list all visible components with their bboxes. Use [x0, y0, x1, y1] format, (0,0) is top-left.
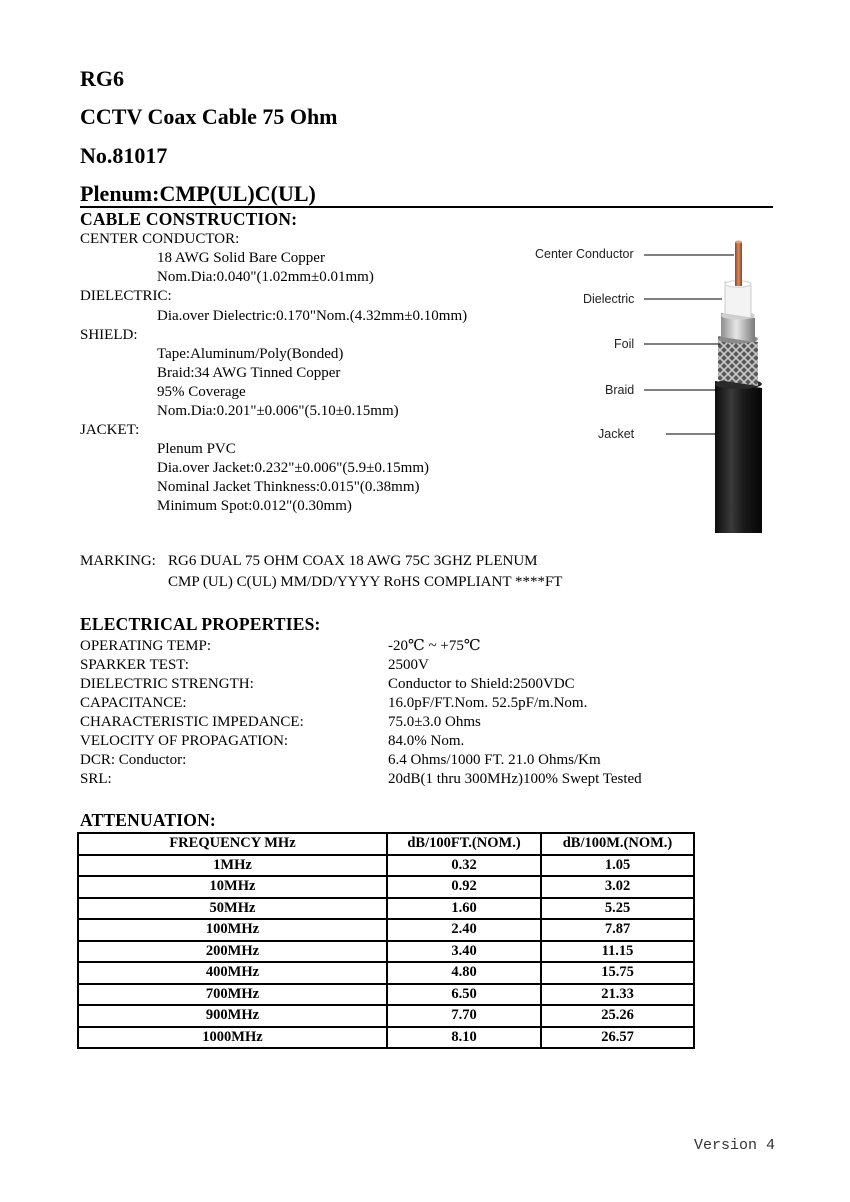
- spec-line: Minimum Spot:0.012"(0.30mm): [157, 498, 352, 514]
- spec-line: Nominal Jacket Thinkness:0.015"(0.38mm): [157, 479, 420, 495]
- spec-line: 18 AWG Solid Bare Copper: [157, 250, 325, 266]
- frequency-cell: 1000MHz: [78, 1027, 387, 1049]
- spec-line: Nom.Dia:0.040"(1.02mm±0.01mm): [157, 269, 374, 285]
- property-label: DIELECTRIC STRENGTH:: [80, 676, 254, 692]
- cable-diagram: [520, 238, 770, 533]
- property-value: 20dB(1 thru 300MHz)100% Swept Tested: [388, 771, 642, 787]
- header-divider: [80, 206, 773, 208]
- property-label: CAPACITANCE:: [80, 695, 187, 711]
- db-per-100ft-cell: 7.70: [387, 1005, 541, 1027]
- marking-label: MARKING:: [80, 553, 156, 569]
- db-per-100m-cell: 1.05: [541, 855, 694, 877]
- db-per-100m-cell: 11.15: [541, 941, 694, 963]
- frequency-cell: 100MHz: [78, 919, 387, 941]
- db-per-100ft-cell: 4.80: [387, 962, 541, 984]
- center-conductor-callout: Center Conductor: [535, 247, 634, 261]
- jacket-label: JACKET:: [80, 422, 140, 438]
- property-value: 84.0% Nom.: [388, 733, 465, 749]
- jacket-callout: Jacket: [598, 427, 635, 441]
- frequency-cell: 200MHz: [78, 941, 387, 963]
- db-per-100m-cell: 25.26: [541, 1005, 694, 1027]
- db-per-100m-cell: 3.02: [541, 876, 694, 898]
- db-per-100m-cell: 26.57: [541, 1027, 694, 1049]
- spec-line: Tape:Aluminum/Poly(Bonded): [157, 346, 344, 362]
- db-per-100ft-cell: 1.60: [387, 898, 541, 920]
- db-per-100ft-cell: 8.10: [387, 1027, 541, 1049]
- db-per-100m-cell: 7.87: [541, 919, 694, 941]
- frequency-cell: 50MHz: [78, 898, 387, 920]
- attenuation-heading: ATTENUATION:: [80, 810, 216, 830]
- cable-illustration: [520, 238, 770, 533]
- db-per-100m-cell: 5.25: [541, 898, 694, 920]
- center-conductor-label: CENTER CONDUCTOR:: [80, 231, 240, 247]
- property-label: DCR: Conductor:: [80, 752, 187, 768]
- table-row: [78, 1005, 694, 1027]
- version-label: Version 4: [694, 1137, 776, 1154]
- shield-label: SHIELD:: [80, 327, 138, 343]
- db-per-100ft-cell: 6.50: [387, 984, 541, 1006]
- table-row: [78, 1027, 694, 1049]
- spec-line: 95% Coverage: [157, 384, 246, 400]
- frequency-cell: 1MHz: [78, 855, 387, 877]
- product-number-title: No.81017: [80, 143, 168, 168]
- property-value: 2500V: [388, 657, 429, 673]
- marking-line-1: RG6 DUAL 75 OHM COAX 18 AWG 75C 3GHZ PLENUM: [168, 553, 538, 569]
- marking-line-2: CMP (UL) C(UL) MM/DD/YYYY RoHS COMPLIANT ****FT: [168, 574, 563, 590]
- property-label: VELOCITY OF PROPAGATION:: [80, 733, 289, 749]
- db-per-100ft-cell: 2.40: [387, 919, 541, 941]
- construction-heading: CABLE CONSTRUCTION:: [80, 209, 298, 229]
- column-header: FREQUENCY MHz: [78, 833, 387, 855]
- frequency-cell: 10MHz: [78, 876, 387, 898]
- column-header: dB/100M.(NOM.): [541, 833, 694, 855]
- db-per-100m-cell: 15.75: [541, 962, 694, 984]
- db-per-100ft-cell: 0.32: [387, 855, 541, 877]
- table-row: [78, 919, 694, 941]
- spec-line: Dia.over Jacket:0.232"±0.006"(5.9±0.15mm): [157, 460, 429, 476]
- table-row: [78, 962, 694, 984]
- db-per-100ft-cell: 3.40: [387, 941, 541, 963]
- property-value: -20℃ ~ +75℃: [388, 638, 481, 654]
- frequency-cell: 900MHz: [78, 1005, 387, 1027]
- db-per-100m-cell: 21.33: [541, 984, 694, 1006]
- property-value: Conductor to Shield:2500VDC: [388, 676, 575, 692]
- frequency-cell: 400MHz: [78, 962, 387, 984]
- plenum-rating-title: Plenum:CMP(UL)C(UL): [80, 181, 316, 206]
- attenuation-table: [77, 832, 695, 1049]
- table-row: [78, 855, 694, 877]
- jacket-layer: [715, 381, 762, 533]
- property-value: 75.0±3.0 Ohms: [388, 714, 481, 730]
- copper-conductor: [735, 242, 742, 286]
- spec-line: Braid:34 AWG Tinned Copper: [157, 365, 341, 381]
- dielectric-callout: Dielectric: [583, 292, 635, 306]
- property-label: SPARKER TEST:: [80, 657, 189, 673]
- property-value: 16.0pF/FT.Nom. 52.5pF/m.Nom.: [388, 695, 588, 711]
- spec-line: Dia.over Dielectric:0.170"Nom.(4.32mm±0.10mm): [157, 308, 468, 324]
- electrical-heading: ELECTRICAL PROPERTIES:: [80, 614, 321, 634]
- foil-callout: Foil: [614, 337, 635, 351]
- column-header: dB/100FT.(NOM.): [387, 833, 541, 855]
- spec-line: Plenum PVC: [157, 441, 236, 457]
- property-label: CHARACTERISTIC IMPEDANCE:: [80, 714, 304, 730]
- table-row: [78, 898, 694, 920]
- product-type-title: RG6: [80, 66, 124, 91]
- dielectric-label: DIELECTRIC:: [80, 288, 172, 304]
- product-name-title: CCTV Coax Cable 75 Ohm: [80, 104, 338, 129]
- table-header-row: [78, 833, 694, 855]
- property-value: 6.4 Ohms/1000 FT. 21.0 Ohms/Km: [388, 752, 601, 768]
- braid-callout: Braid: [605, 383, 635, 397]
- property-label: SRL:: [80, 771, 112, 787]
- table-row: [78, 876, 694, 898]
- spec-line: Nom.Dia:0.201"±0.006"(5.10±0.15mm): [157, 403, 399, 419]
- db-per-100ft-cell: 0.92: [387, 876, 541, 898]
- table-row: [78, 984, 694, 1006]
- frequency-cell: 700MHz: [78, 984, 387, 1006]
- table-row: [78, 941, 694, 963]
- property-label: OPERATING TEMP:: [80, 638, 211, 654]
